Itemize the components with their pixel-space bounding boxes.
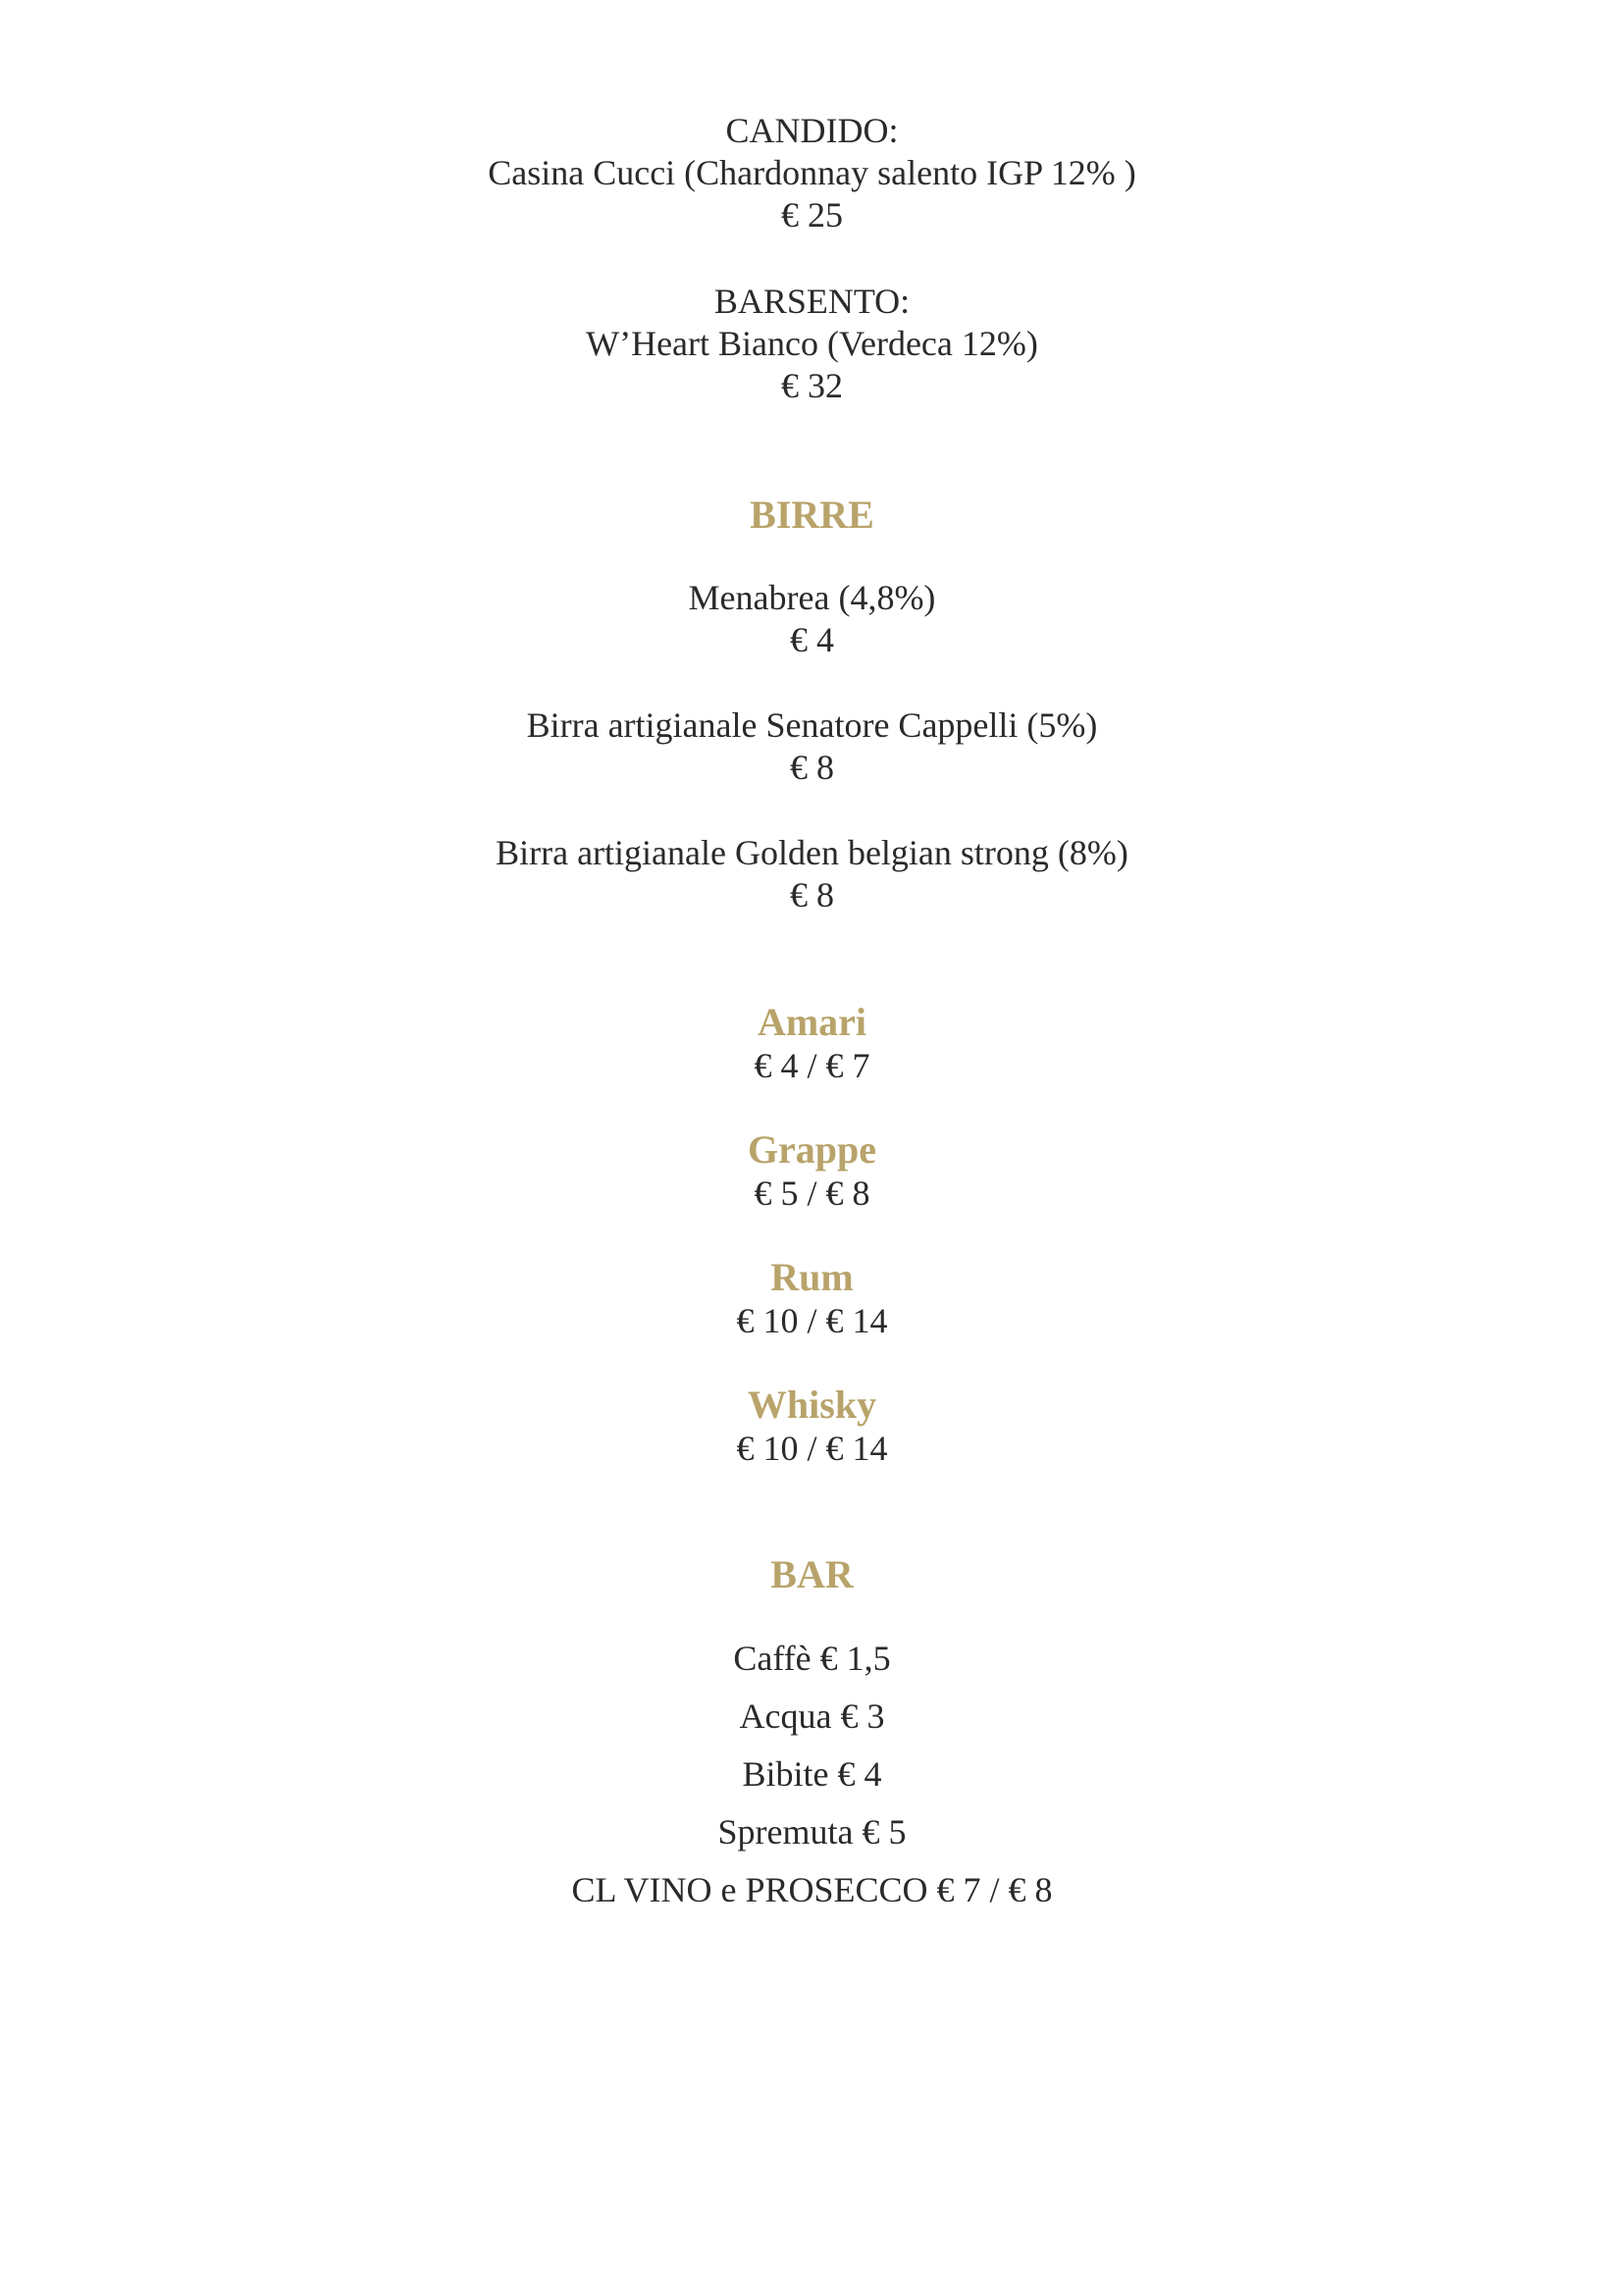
spirit-price: € 5 / € 8	[754, 1174, 870, 1213]
spirit-entry-amari	[0, 1000, 1624, 1087]
beer-name: Birra artigianale Senatore Cappelli (5%)	[526, 705, 1098, 745]
spirit-heading: Whisky	[747, 1382, 877, 1427]
spirit-heading: Grappe	[747, 1127, 877, 1172]
spirit-heading: Rum	[770, 1255, 854, 1299]
bar-item: Bibite € 4	[742, 1754, 882, 1794]
beer-price: € 4	[790, 620, 834, 659]
spirit-price: € 4 / € 7	[754, 1046, 870, 1085]
wine-producer: BARSENTO:	[713, 282, 911, 321]
beers-section	[0, 493, 1624, 538]
bar-heading: BAR	[770, 1552, 854, 1596]
beer-price: € 8	[790, 875, 834, 914]
beer-price: € 8	[790, 748, 834, 787]
beer-item	[0, 577, 1624, 661]
spirit-price: € 10 / € 14	[736, 1301, 888, 1340]
beer-item	[0, 704, 1624, 789]
wine-entry-barsento	[0, 281, 1624, 407]
wine-entry-candido	[0, 110, 1624, 236]
bar-item: Caffè € 1,5	[733, 1639, 891, 1678]
bar-section	[0, 1552, 1624, 1597]
beer-name: Birra artigianale Golden belgian strong (8%)	[496, 833, 1128, 872]
wine-price: € 32	[781, 366, 843, 405]
bar-list	[0, 1630, 1624, 1919]
wine-producer: CANDIDO:	[725, 111, 899, 150]
bar-item: Spremuta € 5	[717, 1812, 907, 1852]
beer-item	[0, 832, 1624, 916]
bar-item: Acqua € 3	[739, 1696, 885, 1736]
spirit-entry-grappe	[0, 1127, 1624, 1215]
beers-heading: BIRRE	[750, 493, 874, 537]
spirit-entry-rum	[0, 1255, 1624, 1342]
spirit-heading: Amari	[757, 1000, 867, 1044]
bar-item: CL VINO e PROSECCO € 7 / € 8	[571, 1870, 1053, 1909]
beer-name: Menabrea (4,8%)	[688, 578, 936, 617]
wine-name: Casina Cucci (Chardonnay salento IGP 12% )	[488, 153, 1136, 192]
spirit-price: € 10 / € 14	[736, 1429, 888, 1468]
spirit-entry-whisky	[0, 1382, 1624, 1470]
wine-name: W’Heart Bianco (Verdeca 12%)	[586, 324, 1038, 363]
wine-price: € 25	[781, 195, 843, 235]
